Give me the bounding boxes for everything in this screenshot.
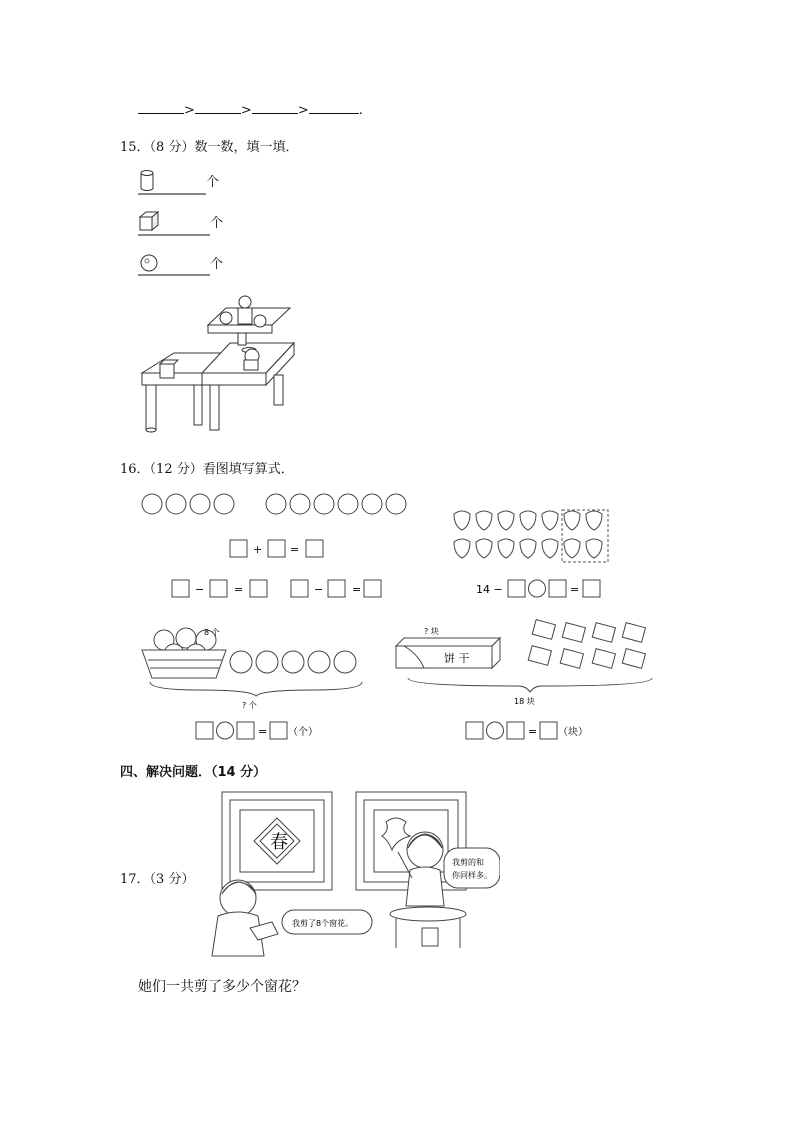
svg-text:18 块: 18 块	[514, 697, 535, 706]
svg-text:（个）: （个）	[288, 727, 318, 738]
paper-cutting-illustration	[200, 790, 500, 965]
tomato-group-right	[266, 494, 406, 514]
answer-box[interactable]	[583, 580, 600, 597]
biscuits-loose	[528, 620, 645, 669]
answer-box[interactable]	[306, 540, 323, 557]
svg-text:? 个: ? 个	[242, 701, 257, 710]
shapes-on-tables-figure	[134, 290, 304, 445]
answer-box[interactable]	[549, 580, 566, 597]
q17-label: 17．（3 分）	[120, 872, 195, 887]
q17-question: 她们一共剪了多少个窗花？	[138, 979, 306, 995]
svg-text:8 个: 8 个	[204, 628, 220, 637]
cube-count-row: 个	[138, 209, 238, 237]
plus-sign: +	[253, 543, 263, 556]
answer-box[interactable]	[210, 580, 227, 597]
answer-box[interactable]	[466, 722, 483, 739]
answer-box[interactable]	[507, 722, 524, 739]
q16-figures	[136, 482, 656, 747]
sphere-count-row: 个	[138, 251, 238, 279]
section-heading: 四、解决问题．（14 分）	[120, 765, 267, 780]
svg-text:=: =	[352, 583, 362, 596]
total-brace	[408, 678, 652, 692]
answer-box[interactable]	[268, 540, 285, 557]
svg-text:=: =	[528, 725, 538, 738]
svg-text:=: =	[234, 583, 244, 596]
left-girl	[212, 880, 278, 956]
tomato-group-left	[142, 494, 234, 514]
window-character: 春	[270, 832, 288, 853]
answer-blank[interactable]	[309, 100, 359, 114]
apples-loose	[230, 651, 356, 673]
answer-box[interactable]	[196, 722, 213, 739]
answer-box[interactable]	[508, 580, 525, 597]
answer-box[interactable]	[172, 580, 189, 597]
q14-answer-line: > > > .	[138, 100, 363, 118]
svg-text:=: =	[258, 725, 268, 738]
svg-text:14 −: 14 −	[476, 583, 503, 596]
answer-box[interactable]	[364, 580, 381, 597]
operator-circle[interactable]	[529, 580, 546, 597]
svg-text:? 块: ? 块	[424, 627, 439, 636]
right-girl	[398, 832, 444, 946]
answer-box[interactable]	[291, 580, 308, 597]
answer-blank[interactable]	[252, 100, 298, 114]
answer-box[interactable]	[237, 722, 254, 739]
strawberry-grid	[454, 511, 602, 558]
svg-text:−: −	[195, 583, 205, 596]
answer-blank[interactable]	[195, 100, 241, 114]
operator-circle[interactable]	[217, 722, 234, 739]
svg-text:−: −	[314, 583, 324, 596]
answer-box[interactable]	[270, 722, 287, 739]
speech-bubble-right-line1: 我剪的和	[452, 858, 484, 867]
equals-sign: =	[290, 543, 300, 556]
operator-circle[interactable]	[487, 722, 504, 739]
speech-bubble-left: 我剪了8个窗花。	[292, 919, 354, 928]
cylinder-icon	[138, 168, 238, 196]
svg-text:（块）: （块）	[558, 727, 588, 738]
answer-blank[interactable]	[138, 100, 184, 114]
q16-heading: 16．（12 分）看图填写算式．	[120, 462, 294, 477]
answer-box[interactable]	[328, 580, 345, 597]
svg-text:=: =	[570, 583, 580, 596]
cylinder-count-row: 个	[138, 168, 238, 196]
answer-box[interactable]	[230, 540, 247, 557]
answer-box[interactable]	[540, 722, 557, 739]
total-brace	[150, 682, 362, 696]
q15-heading: 15．（8 分）数一数，填一填．	[120, 140, 299, 155]
answer-box[interactable]	[250, 580, 267, 597]
speech-bubble-right-line2: 你同样多。	[452, 871, 492, 880]
svg-text:饼 干: 饼 干	[444, 652, 470, 665]
